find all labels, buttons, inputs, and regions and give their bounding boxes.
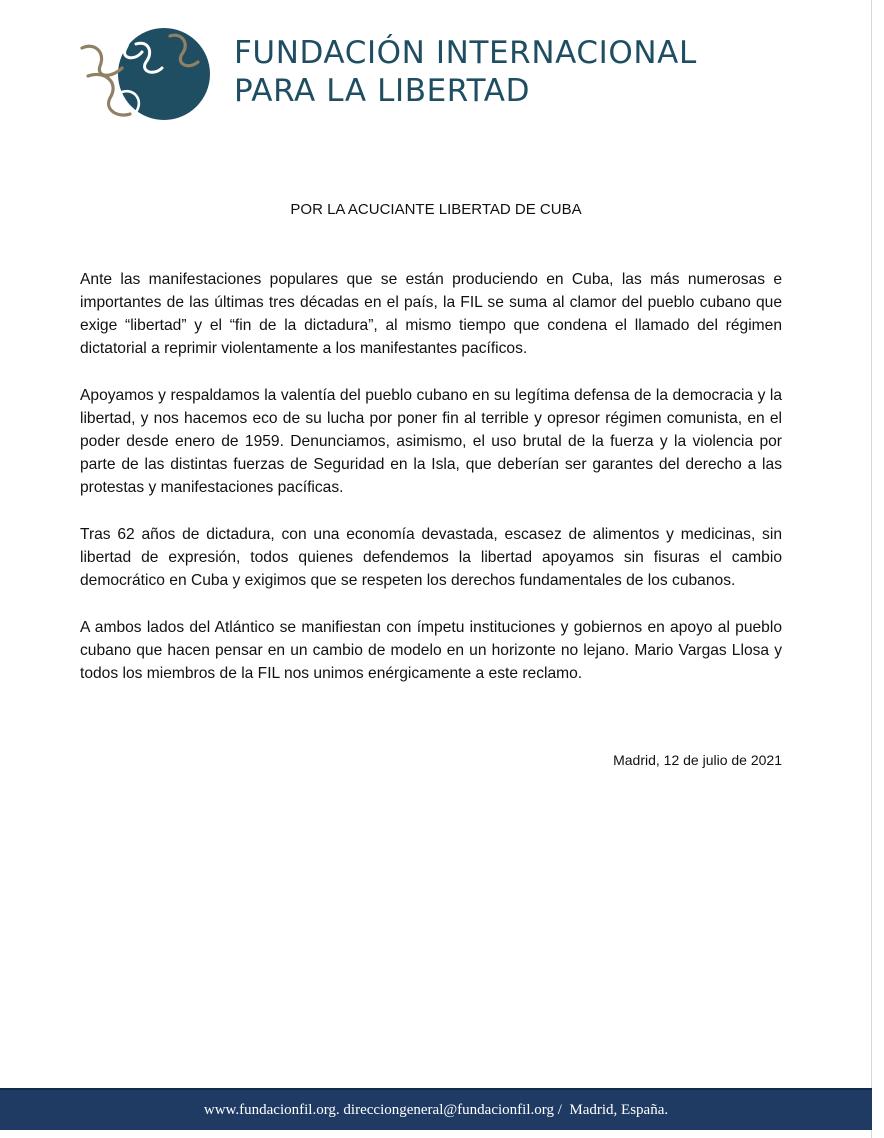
- paragraph-3: Tras 62 años de dictadura, con una economía devastada, escasez de alimentos y medicinas, sin libertad de expresión, todos quienes defendemos la libertad apoyamos sin fisuras el cambio democrático en Cuba y exigimos que se respeten los derechos fundamentales de los cubanos.: [80, 526, 782, 589]
- paragraph-1: Ante las manifestaciones populares que se están produciendo en Cuba, las más numerosas e importantes de las últimas tres décadas en el país, la FIL se suma al clamor del pueblo cubano que exige “libertad” y el “fin de la dictadura”, al mismo tiempo que condena el llamado del régimen dictatorial a reprimir violentamente a los manifestantes pacíficos.: [80, 271, 782, 357]
- document-body: [80, 268, 782, 709]
- footer-contact-text: www.fundacionfil.org. direcciongeneral@fundacionfil.org / Madrid, España.: [203, 1101, 669, 1118]
- place-and-date: Madrid, 12 de julio de 2021: [613, 752, 782, 768]
- organization-name-line-1: FUNDACIÓN INTERNACIONAL: [234, 35, 697, 71]
- footer-bar: [0, 1088, 872, 1130]
- letterhead: [78, 22, 778, 132]
- document-title: POR LA ACUCIANTE LIBERTAD DE CUBA: [290, 201, 582, 218]
- organization-name: [234, 34, 697, 110]
- paragraph-2: Apoyamos y respaldamos la valentía del pueblo cubano en su legítima defensa de la democracia y la libertad, y nos hacemos eco de su lucha por poner fin al terrible y opresor régimen comunista, en el poder desde enero de 1959. Denunciamos, asimismo, el uso brutal de la fuerza y la violencia por parte de las distintas fuerzas de Seguridad en la Isla, que deberían ser garantes del derecho a las protestas y manifestaciones pacíficas.: [80, 387, 782, 496]
- organization-name-line-2: PARA LA LIBERTAD: [234, 73, 531, 109]
- fil-swirl-logo-icon: [78, 22, 210, 128]
- paragraph-4: A ambos lados del Atlántico se manifiestan con ímpetu instituciones y gobiernos en apoyo al pueblo cubano que hacen pensar en un cambio de modelo en un horizonte no lejano. Mario Vargas Llosa y todos los miembros de la FIL nos unimos enérgicamente a este reclamo.: [80, 619, 782, 682]
